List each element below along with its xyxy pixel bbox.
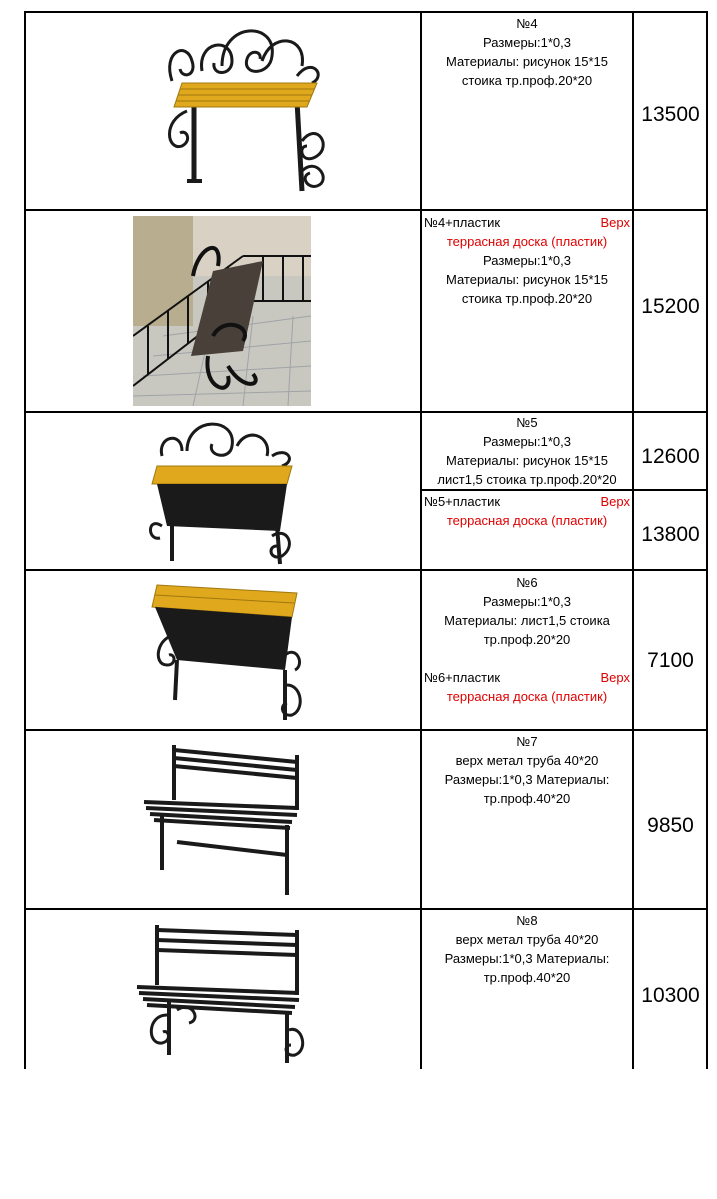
item-size: Размеры:1*0,3 [483,35,571,50]
row-description [422,413,632,489]
bench-plastic-photo [24,211,420,411]
item-materials: тр.проф.40*20 [483,791,571,806]
item-materials: Материалы: рисунок 15*15 [445,272,608,287]
item-top-description: верх метал труба 40*20 [455,753,599,768]
item-number: №4+пластик [424,215,501,230]
item-materials: стоика тр.проф.20*20 [461,291,593,306]
item-materials: Материалы: рисунок 15*15 [445,54,608,69]
item-materials: тр.проф.40*20 [483,970,571,985]
item-top-label: Верх [600,670,630,685]
item-price: 13500 [641,103,700,126]
item-size: Размеры:1*0,3 [483,253,571,268]
item-number: №5+пластик [424,494,501,509]
item-size: Размеры:1*0,3 Материалы: [444,951,610,966]
item-price: 7100 [647,649,694,672]
item-top-description: террасная доска (пластик) [446,689,608,704]
item-materials: лист1,5 стоика тр.проф.20*20 [437,472,617,487]
item-number: №5 [516,415,538,430]
row-sub-description [422,492,632,530]
item-number: №7 [516,734,538,749]
row-description [422,732,632,808]
bench-forged-wood-image [24,13,420,209]
sub-row-divider [420,489,707,491]
item-price: 10300 [641,984,700,1007]
item-top-label: Верх [600,215,630,230]
bench-box-image [24,571,420,729]
row-description [422,911,632,987]
item-price: 9850 [647,814,694,837]
item-price: 12600 [641,445,700,468]
item-size: Размеры:1*0,3 [483,434,571,449]
item-size: Размеры:1*0,3 Материалы: [444,772,610,787]
item-number: №4 [516,16,538,31]
bench-metal-curl-image [24,910,420,1069]
item-number: №6+пластик [424,670,501,685]
item-top-description: террасная доска (пластик) [446,513,608,528]
item-top-description: верх метал труба 40*20 [455,932,599,947]
item-materials: тр.проф.20*20 [483,632,571,647]
item-top-description: террасная доска (пластик) [446,234,608,249]
item-top-label: Верх [600,494,630,509]
row-description [422,213,632,308]
price-table [24,11,707,1069]
item-number: №6 [516,575,538,590]
item-materials: Материалы: рисунок 15*15 [445,453,608,468]
item-number: №8 [516,913,538,928]
item-price: 15200 [641,295,700,318]
row-description [422,14,632,90]
item-materials: Материалы: лист1,5 стоика [444,613,610,628]
item-materials: стоика тр.проф.20*20 [461,73,593,88]
bench-box-forged-image [24,413,420,569]
item-price: 13800 [641,523,700,546]
bench-metal-image [24,731,420,908]
row-description [422,573,632,706]
item-size: Размеры:1*0,3 [483,594,571,609]
